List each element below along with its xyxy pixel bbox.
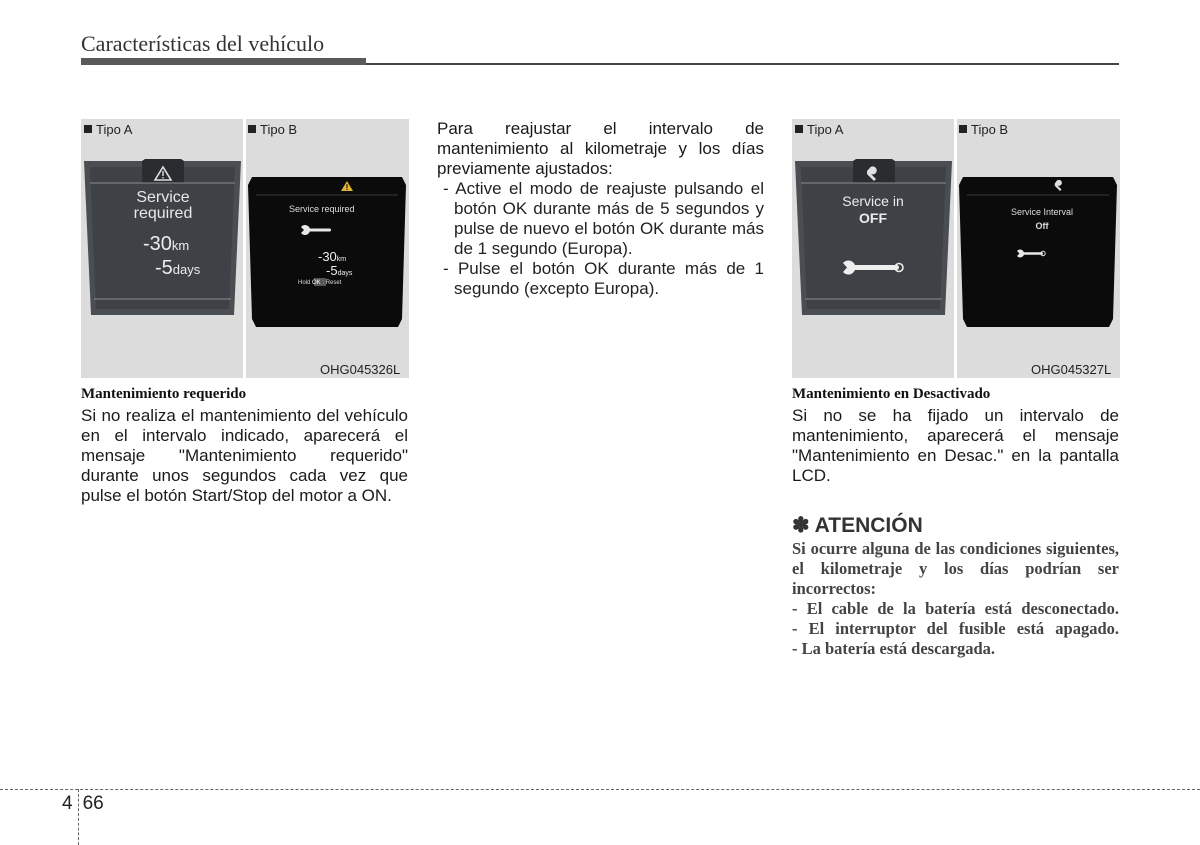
service-required-text: Service required xyxy=(133,189,193,222)
figure-divider xyxy=(954,119,957,378)
type-b-label: Tipo B xyxy=(959,122,1008,137)
list-item: - Active el modo de reajuste pulsando el botón OK durante más de 5 segundos y pulse de nuevo el botón OK durante más de 1 segundo (Europa). xyxy=(443,179,764,258)
list-item: - La batería está descargada. xyxy=(792,639,996,658)
attention-intro: Si ocurre alguna de las condiciones siguientes, el kilometraje y los días podrían ser incorrectos: xyxy=(792,539,1119,598)
km-readout: -30km xyxy=(318,249,347,264)
type-a-label: Tipo A xyxy=(84,122,132,137)
header-rule xyxy=(366,63,1119,65)
caption-maintenance-required: Mantenimiento requerido xyxy=(81,386,247,402)
attention-list xyxy=(792,599,1119,659)
paragraph-maintenance-required: Si no realiza el mantenimiento del vehículo en el intervalo indicado, aparecerá el mensaje "Mantenimiento requerido" durante unos segundos cada vez que pulse el botón Start/Stop del motor a ON. xyxy=(81,406,408,505)
caption-maintenance-off: Mantenimiento en Desactivado xyxy=(792,386,991,402)
figure-code: OHG045326L xyxy=(320,362,401,377)
reset-steps-list xyxy=(437,179,764,299)
days-readout: -5days xyxy=(326,263,353,278)
paragraph-reset-intro: Para reajustar el intervalo de mantenimiento al kilometraje y los días previamente ajustados: xyxy=(437,119,764,178)
paragraph-maintenance-off: Si no se ha fijado un intervalo de mantenimiento, aparecerá el mensaje "Mantenimiento en Desac." en la pantalla LCD. xyxy=(792,406,1119,485)
type-a-label: Tipo A xyxy=(795,122,843,137)
list-item: - Pulse el botón OK durante más de 1 segundo (excepto Europa). xyxy=(443,259,764,298)
figure-code: OHG045327L xyxy=(1031,362,1112,377)
figure-maintenance-off xyxy=(792,119,1120,378)
service-required-text: Service required xyxy=(289,204,355,214)
km-readout: -30km xyxy=(143,233,190,255)
attention-heading: ✽ ATENCIÓN xyxy=(792,514,923,537)
figure-divider xyxy=(243,119,246,378)
cluster-screen-type-b xyxy=(959,177,1117,327)
page-number: 4 66 xyxy=(62,793,104,814)
figure-maintenance-required xyxy=(81,119,409,378)
service-in-off-text: Service in OFF xyxy=(842,193,904,226)
cluster-screen-type-a xyxy=(795,159,952,315)
service-interval-off-text: Service Interval Off xyxy=(1010,207,1074,231)
hold-ok-reset-hint: Hold OK : Reset xyxy=(298,280,342,286)
list-item: - El cable de la batería está desconectado. xyxy=(792,599,1119,618)
list-item: - El interruptor del fusible está apagado. xyxy=(792,619,1119,638)
section-title: Características del vehículo xyxy=(81,31,325,56)
days-readout: -5days xyxy=(155,257,201,279)
header-bar xyxy=(81,58,366,65)
footer-rule xyxy=(0,789,1200,790)
type-b-label: Tipo B xyxy=(248,122,297,137)
